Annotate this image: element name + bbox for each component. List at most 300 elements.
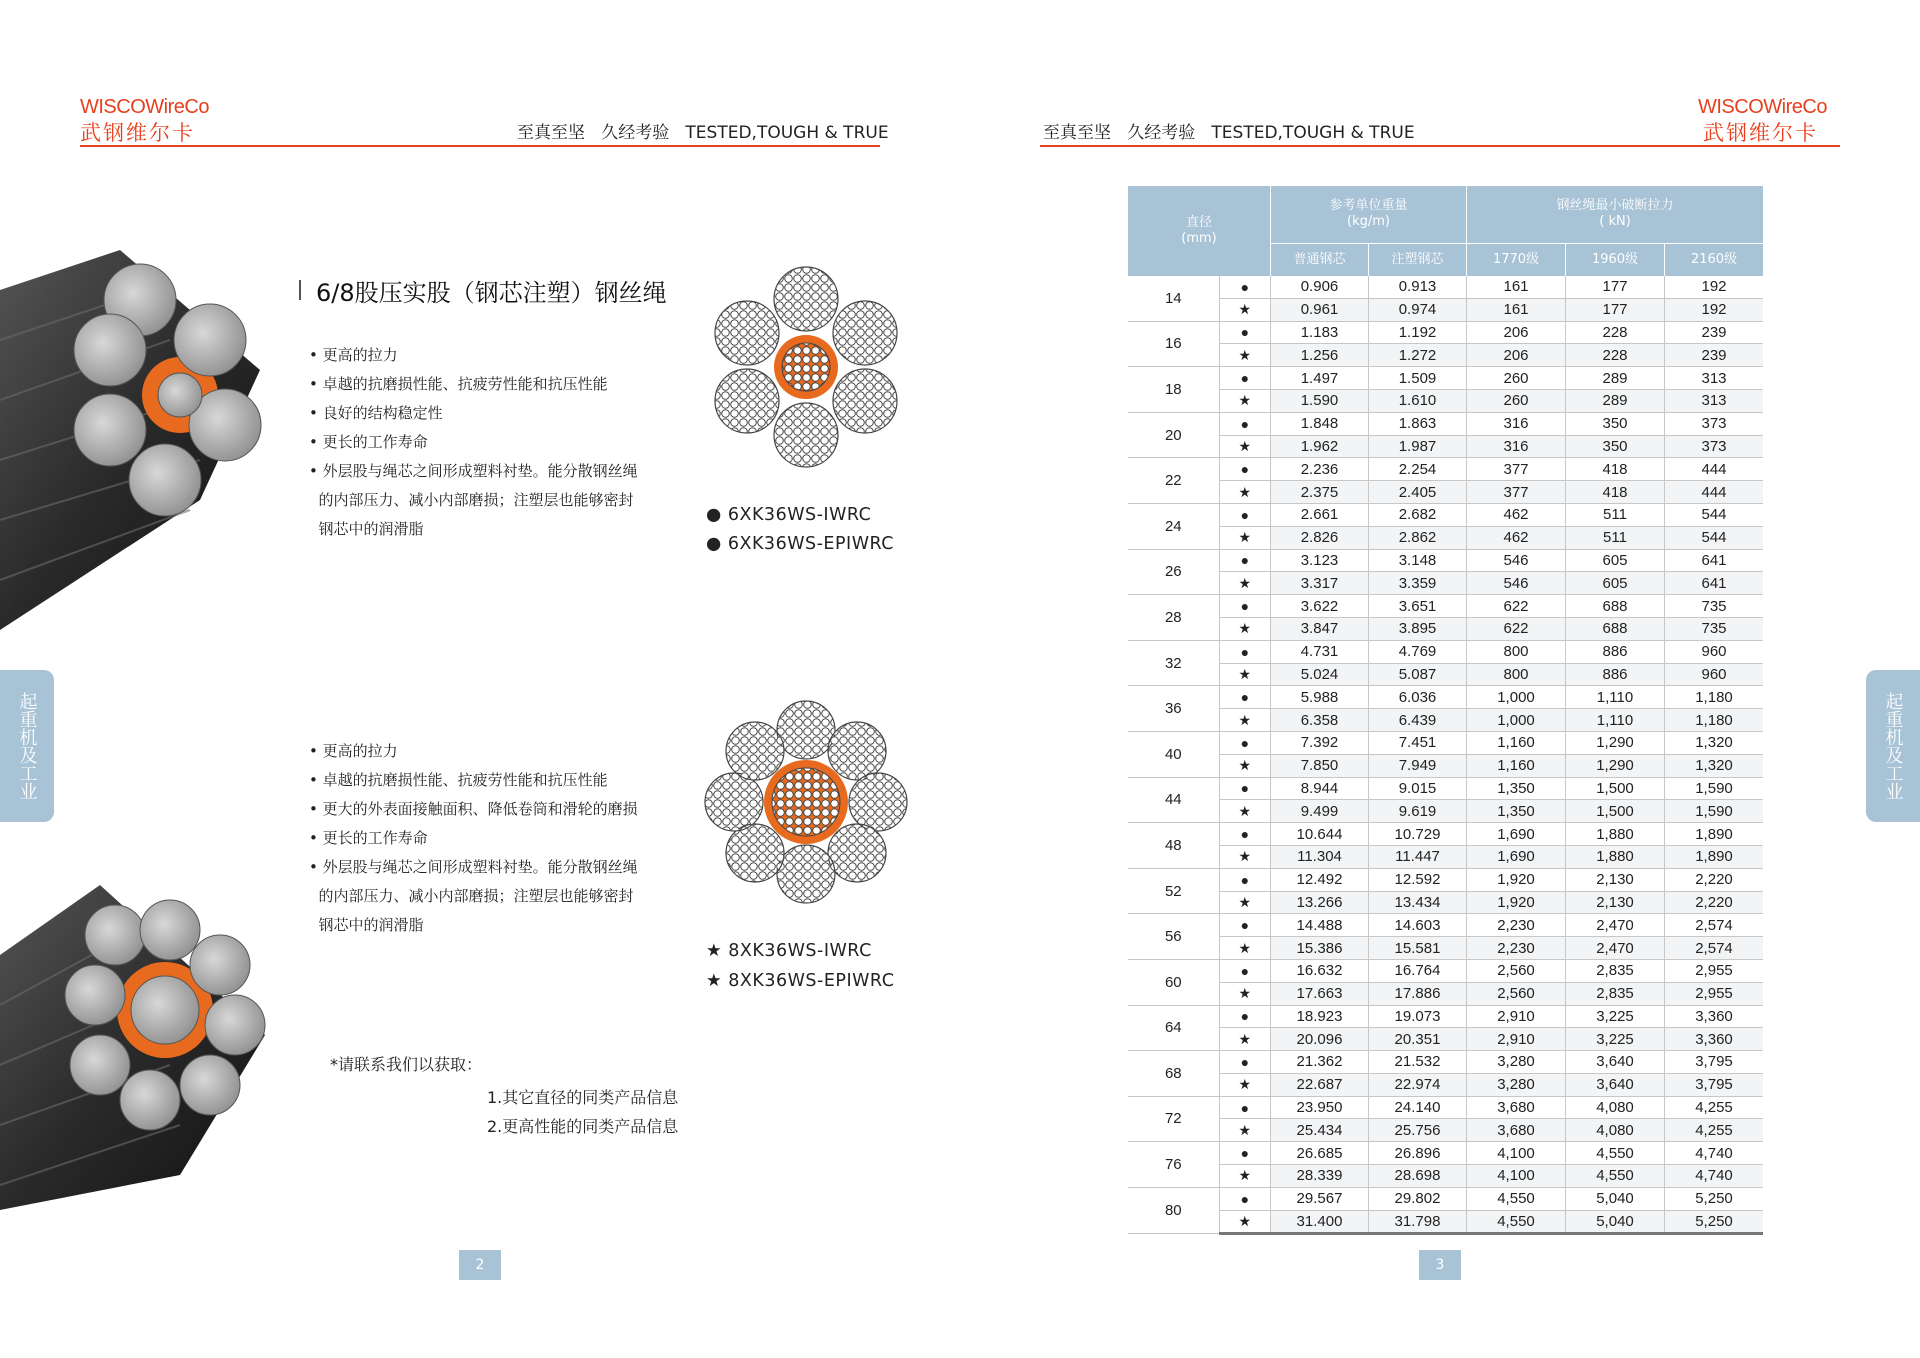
table-row	[1128, 1142, 1763, 1165]
page-title: 6/8股压实股（钢芯注塑）钢丝绳	[316, 279, 667, 307]
table-row	[1128, 367, 1763, 390]
core-type-symbol: ●	[1219, 1051, 1270, 1074]
table-cell: 25.434	[1271, 1119, 1369, 1142]
table-cell: 2.375	[1271, 481, 1369, 504]
table-cell: 192	[1665, 298, 1764, 321]
table-cell: 313	[1665, 389, 1764, 412]
table-row	[1128, 458, 1763, 481]
table-cell: 544	[1665, 526, 1764, 549]
core-type-symbol: ★	[1219, 754, 1270, 777]
table-cell: 3,680	[1467, 1096, 1566, 1119]
table-cell: 1.962	[1271, 435, 1369, 458]
table-cell: 1,880	[1566, 823, 1665, 846]
feature-item: • 更大的外表面接触面积、降低卷筒和滑轮的磨损	[309, 800, 638, 818]
table-cell: 2,230	[1467, 937, 1566, 960]
table-cell: 641	[1665, 572, 1764, 595]
table-cell: 418	[1566, 481, 1665, 504]
feature-item: 钢芯中的润滑脂	[309, 520, 424, 538]
feature-item: • 卓越的抗磨损性能、抗疲劳性能和抗压性能	[309, 375, 608, 393]
table-cell: 1,290	[1566, 754, 1665, 777]
table-cell: 4,550	[1566, 1142, 1665, 1165]
table-cell: 8.944	[1271, 777, 1369, 800]
table-cell: 9.619	[1369, 800, 1467, 823]
core-type-symbol: ★	[1219, 526, 1270, 549]
table-row	[1128, 1119, 1763, 1142]
table-row	[1128, 1051, 1763, 1074]
core-type-symbol: ●	[1219, 1005, 1270, 1028]
table-cell: 11.304	[1271, 845, 1369, 868]
table-cell: 2.682	[1369, 503, 1467, 526]
table-cell: 316	[1467, 435, 1566, 458]
page-number-left: 2	[459, 1250, 501, 1280]
table-cell: 350	[1566, 412, 1665, 435]
table-cell: 546	[1467, 549, 1566, 572]
table-cell: 1.863	[1369, 412, 1467, 435]
table-cell: 350	[1566, 435, 1665, 458]
table-cell: 21.532	[1369, 1051, 1467, 1074]
table-cell: 3,225	[1566, 1005, 1665, 1028]
table-cell: 14.603	[1369, 914, 1467, 937]
spec-table	[1128, 186, 1763, 1235]
table-row	[1128, 1096, 1763, 1119]
core-type-symbol: ●	[1219, 458, 1270, 481]
table-cell: 289	[1566, 367, 1665, 390]
table-cell: 4,255	[1665, 1096, 1764, 1119]
table-cell: 31.400	[1271, 1210, 1369, 1234]
core-type-symbol: ★	[1219, 937, 1270, 960]
core-type-symbol: ●	[1219, 503, 1270, 526]
table-cell: 29.567	[1271, 1187, 1369, 1210]
contact-item: 1.其它直径的同类产品信息	[487, 1088, 679, 1107]
table-cell: 373	[1665, 412, 1764, 435]
table-cell: 7.949	[1369, 754, 1467, 777]
core-type-symbol: ●	[1219, 777, 1270, 800]
table-cell: 2,470	[1566, 914, 1665, 937]
diameter-cell: 56	[1128, 914, 1219, 960]
core-type-symbol: ★	[1219, 572, 1270, 595]
table-cell: 0.961	[1271, 298, 1369, 321]
table-cell: 192	[1665, 276, 1764, 298]
core-type-symbol: ★	[1219, 1028, 1270, 1051]
table-cell: 1,350	[1467, 777, 1566, 800]
feature-item: 钢芯中的润滑脂	[309, 916, 424, 934]
brand-logo-cn-right: 武钢维尔卡	[1703, 121, 1818, 145]
core-type-symbol: ★	[1219, 800, 1270, 823]
diameter-cell: 40	[1128, 731, 1219, 777]
table-row	[1128, 1210, 1763, 1234]
diameter-cell: 64	[1128, 1005, 1219, 1051]
table-cell: 2.254	[1369, 458, 1467, 481]
table-row	[1128, 845, 1763, 868]
table-row	[1128, 572, 1763, 595]
table-cell: 206	[1467, 344, 1566, 367]
table-cell: 1,320	[1665, 754, 1764, 777]
col-header-grade-1960: 1960级	[1566, 243, 1665, 276]
table-cell: 2,835	[1566, 982, 1665, 1005]
table-cell: 2.405	[1369, 481, 1467, 504]
diameter-cell: 28	[1128, 595, 1219, 641]
table-cell: 688	[1566, 595, 1665, 618]
table-cell: 1,000	[1467, 686, 1566, 709]
feature-item: 的内部压力、减小内部磨损；注塑层也能够密封	[309, 887, 634, 905]
table-cell: 1,180	[1665, 709, 1764, 732]
table-cell: 5,250	[1665, 1187, 1764, 1210]
core-type-symbol: ★	[1219, 1210, 1270, 1234]
core-type-symbol: ★	[1219, 344, 1270, 367]
table-cell: 3.148	[1369, 549, 1467, 572]
diameter-cell: 52	[1128, 868, 1219, 914]
diameter-cell: 24	[1128, 503, 1219, 549]
table-cell: 3,280	[1467, 1051, 1566, 1074]
core-type-symbol: ★	[1219, 298, 1270, 321]
table-cell: 13.266	[1271, 891, 1369, 914]
col-header-weight-plastic: 注塑钢芯	[1369, 243, 1467, 276]
table-cell: 4,550	[1467, 1187, 1566, 1210]
table-row	[1128, 321, 1763, 344]
table-cell: 10.729	[1369, 823, 1467, 846]
table-cell: 1,290	[1566, 731, 1665, 754]
table-cell: 177	[1566, 298, 1665, 321]
table-cell: 13.434	[1369, 891, 1467, 914]
table-row	[1128, 344, 1763, 367]
table-cell: 239	[1665, 321, 1764, 344]
table-cell: 2,835	[1566, 959, 1665, 982]
table-row	[1128, 503, 1763, 526]
table-cell: 3,225	[1566, 1028, 1665, 1051]
table-cell: 622	[1467, 595, 1566, 618]
table-cell: 4,080	[1566, 1119, 1665, 1142]
table-cell: 1,500	[1566, 800, 1665, 823]
table-cell: 2,220	[1665, 868, 1764, 891]
table-cell: 462	[1467, 526, 1566, 549]
table-row	[1128, 595, 1763, 618]
table-cell: 5.988	[1271, 686, 1369, 709]
table-cell: 4,080	[1566, 1096, 1665, 1119]
col-header-weight-standard: 普通钢芯	[1271, 243, 1369, 276]
table-cell: 1.610	[1369, 389, 1467, 412]
table-cell: 1,890	[1665, 845, 1764, 868]
table-cell: 5,250	[1665, 1210, 1764, 1234]
table-cell: 1,000	[1467, 709, 1566, 732]
table-cell: 2,910	[1467, 1005, 1566, 1028]
cross-section-6-strand	[712, 265, 900, 470]
core-type-symbol: ★	[1219, 481, 1270, 504]
table-cell: 7.850	[1271, 754, 1369, 777]
table-cell: 12.492	[1271, 868, 1369, 891]
table-cell: 2,130	[1566, 891, 1665, 914]
title-accent-bar	[299, 280, 301, 300]
diameter-cell: 44	[1128, 777, 1219, 823]
table-cell: 2,955	[1665, 959, 1764, 982]
diameter-cell: 14	[1128, 276, 1219, 321]
table-cell: 960	[1665, 663, 1764, 686]
table-cell: 4,740	[1665, 1142, 1764, 1165]
table-cell: 418	[1566, 458, 1665, 481]
diameter-cell: 22	[1128, 458, 1219, 504]
table-cell: 260	[1467, 367, 1566, 390]
feature-item: • 外层股与绳芯之间形成塑料衬垫。能分散钢丝绳	[309, 462, 638, 480]
table-cell: 3,280	[1467, 1073, 1566, 1096]
model-6xk36ws-iwrc: ● 6XK36WS-IWRC	[706, 505, 872, 525]
table-cell: 4,550	[1566, 1165, 1665, 1188]
table-cell: 9.499	[1271, 800, 1369, 823]
table-cell: 3.895	[1369, 617, 1467, 640]
table-cell: 2,910	[1467, 1028, 1566, 1051]
table-cell: 1,590	[1665, 800, 1764, 823]
table-cell: 1,180	[1665, 686, 1764, 709]
table-cell: 15.581	[1369, 937, 1467, 960]
feature-item: • 外层股与绳芯之间形成塑料衬垫。能分散钢丝绳	[309, 858, 638, 876]
table-row	[1128, 731, 1763, 754]
feature-item: • 更高的拉力	[309, 742, 398, 760]
table-cell: 29.802	[1369, 1187, 1467, 1210]
table-cell: 3.123	[1271, 549, 1369, 572]
table-cell: 1,920	[1467, 891, 1566, 914]
header-slogan-right: 至真至坚 久经考验 TESTED,TOUGH & TRUE	[1043, 123, 1415, 143]
table-cell: 3,640	[1566, 1051, 1665, 1074]
table-cell: 18.923	[1271, 1005, 1369, 1028]
table-cell: 16.764	[1369, 959, 1467, 982]
table-row	[1128, 617, 1763, 640]
table-cell: 377	[1467, 458, 1566, 481]
table-cell: 3.651	[1369, 595, 1467, 618]
core-type-symbol: ★	[1219, 663, 1270, 686]
table-cell: 377	[1467, 481, 1566, 504]
diameter-cell: 20	[1128, 412, 1219, 458]
table-cell: 3,360	[1665, 1005, 1764, 1028]
core-type-symbol: ●	[1219, 823, 1270, 846]
table-cell: 3.847	[1271, 617, 1369, 640]
core-type-symbol: ★	[1219, 1073, 1270, 1096]
table-cell: 5.024	[1271, 663, 1369, 686]
table-cell: 3.359	[1369, 572, 1467, 595]
table-row	[1128, 526, 1763, 549]
table-cell: 161	[1467, 276, 1566, 298]
table-row	[1128, 1073, 1763, 1096]
table-cell: 544	[1665, 503, 1764, 526]
rope-photo-6-strand	[0, 250, 270, 630]
table-cell: 2.661	[1271, 503, 1369, 526]
table-cell: 1,920	[1467, 868, 1566, 891]
table-cell: 886	[1566, 640, 1665, 663]
table-cell: 20.096	[1271, 1028, 1369, 1051]
table-cell: 12.592	[1369, 868, 1467, 891]
table-cell: 1,890	[1665, 823, 1764, 846]
table-cell: 960	[1665, 640, 1764, 663]
table-cell: 177	[1566, 276, 1665, 298]
features-list-8-strand	[309, 737, 638, 940]
table-cell: 1.192	[1369, 321, 1467, 344]
table-cell: 2.826	[1271, 526, 1369, 549]
table-row	[1128, 777, 1763, 800]
table-cell: 17.663	[1271, 982, 1369, 1005]
feature-item: • 良好的结构稳定性	[309, 404, 443, 422]
table-row	[1128, 435, 1763, 458]
table-cell: 1.256	[1271, 344, 1369, 367]
table-cell: 605	[1566, 572, 1665, 595]
core-type-symbol: ●	[1219, 321, 1270, 344]
feature-item: 的内部压力、减小内部磨损；注塑层也能够密封	[309, 491, 634, 509]
header-rule-right	[1040, 145, 1840, 147]
table-row	[1128, 709, 1763, 732]
table-row	[1128, 800, 1763, 823]
table-cell: 6.358	[1271, 709, 1369, 732]
table-cell: 7.392	[1271, 731, 1369, 754]
table-cell: 289	[1566, 389, 1665, 412]
table-row	[1128, 276, 1763, 298]
table-cell: 26.685	[1271, 1142, 1369, 1165]
col-header-grade-2160: 2160级	[1665, 243, 1764, 276]
table-cell: 1,880	[1566, 845, 1665, 868]
table-cell: 31.798	[1369, 1210, 1467, 1234]
table-cell: 316	[1467, 412, 1566, 435]
diameter-cell: 18	[1128, 367, 1219, 413]
table-cell: 1,110	[1566, 709, 1665, 732]
table-row	[1128, 481, 1763, 504]
diameter-cell: 72	[1128, 1096, 1219, 1142]
table-cell: 373	[1665, 435, 1764, 458]
page-number-right: 3	[1419, 1250, 1461, 1280]
table-cell: 3,360	[1665, 1028, 1764, 1051]
table-cell: 1.509	[1369, 367, 1467, 390]
table-cell: 4,255	[1665, 1119, 1764, 1142]
table-cell: 26.896	[1369, 1142, 1467, 1165]
diameter-cell: 36	[1128, 686, 1219, 732]
core-type-symbol: ●	[1219, 640, 1270, 663]
core-type-symbol: ●	[1219, 595, 1270, 618]
table-cell: 5.087	[1369, 663, 1467, 686]
table-cell: 1.848	[1271, 412, 1369, 435]
table-cell: 228	[1566, 344, 1665, 367]
rope-photo-8-strand	[0, 885, 270, 1210]
model-6xk36ws-epiwrc: ● 6XK36WS-EPIWRC	[706, 534, 895, 554]
core-type-symbol: ★	[1219, 389, 1270, 412]
side-tab-right[interactable]: 起重机及工业	[1866, 670, 1920, 822]
table-cell: 2,130	[1566, 868, 1665, 891]
table-row	[1128, 298, 1763, 321]
table-cell: 5,040	[1566, 1187, 1665, 1210]
contact-item: 2.更高性能的同类产品信息	[487, 1117, 679, 1136]
core-type-symbol: ★	[1219, 1165, 1270, 1188]
table-cell: 2,574	[1665, 914, 1764, 937]
table-cell: 2,955	[1665, 982, 1764, 1005]
table-cell: 2,220	[1665, 891, 1764, 914]
table-row	[1128, 1028, 1763, 1051]
model-8xk36ws-epiwrc: ★ 8XK36WS-EPIWRC	[706, 971, 895, 991]
table-cell: 24.140	[1369, 1096, 1467, 1119]
core-type-symbol: ★	[1219, 1119, 1270, 1142]
table-cell: 1,320	[1665, 731, 1764, 754]
table-row	[1128, 663, 1763, 686]
table-cell: 1,110	[1566, 686, 1665, 709]
col-header-grade-1770: 1770级	[1467, 243, 1566, 276]
feature-item: • 更长的工作寿命	[309, 433, 428, 451]
table-cell: 4,100	[1467, 1142, 1566, 1165]
table-cell: 1,500	[1566, 777, 1665, 800]
core-type-symbol: ●	[1219, 1142, 1270, 1165]
table-cell: 3.622	[1271, 595, 1369, 618]
core-type-symbol: ●	[1219, 276, 1270, 298]
table-cell: 1.272	[1369, 344, 1467, 367]
table-cell: 1.987	[1369, 435, 1467, 458]
table-cell: 641	[1665, 549, 1764, 572]
table-cell: 1.497	[1271, 367, 1369, 390]
table-cell: 800	[1467, 663, 1566, 686]
features-list-6-strand	[309, 341, 638, 544]
core-type-symbol: ●	[1219, 868, 1270, 891]
table-cell: 10.644	[1271, 823, 1369, 846]
table-cell: 2,470	[1566, 937, 1665, 960]
table-row	[1128, 982, 1763, 1005]
header-rule-left	[80, 145, 880, 147]
table-cell: 2,560	[1467, 982, 1566, 1005]
table-row	[1128, 640, 1763, 663]
table-cell: 800	[1467, 640, 1566, 663]
table-cell: 735	[1665, 617, 1764, 640]
diameter-cell: 60	[1128, 959, 1219, 1005]
table-row	[1128, 937, 1763, 960]
table-cell: 735	[1665, 595, 1764, 618]
core-type-symbol: ●	[1219, 731, 1270, 754]
cross-section-8-strand	[704, 700, 908, 904]
table-cell: 0.974	[1369, 298, 1467, 321]
table-cell: 2,230	[1467, 914, 1566, 937]
table-cell: 3,795	[1665, 1051, 1764, 1074]
table-cell: 1,350	[1467, 800, 1566, 823]
core-type-symbol: ●	[1219, 549, 1270, 572]
header-slogan-left: 至真至坚 久经考验 TESTED,TOUGH & TRUE	[517, 123, 889, 143]
side-tab-left[interactable]: 起重机及工业	[0, 670, 54, 822]
table-cell: 6.439	[1369, 709, 1467, 732]
table-cell: 4.769	[1369, 640, 1467, 663]
diameter-cell: 32	[1128, 640, 1219, 686]
table-cell: 2,560	[1467, 959, 1566, 982]
table-cell: 0.913	[1369, 276, 1467, 298]
core-type-symbol: ●	[1219, 1187, 1270, 1210]
table-cell: 6.036	[1369, 686, 1467, 709]
table-cell: 16.632	[1271, 959, 1369, 982]
table-cell: 511	[1566, 503, 1665, 526]
table-cell: 239	[1665, 344, 1764, 367]
diameter-cell: 26	[1128, 549, 1219, 595]
table-cell: 2,574	[1665, 937, 1764, 960]
diameter-cell: 68	[1128, 1051, 1219, 1097]
core-type-symbol: ★	[1219, 435, 1270, 458]
table-row	[1128, 754, 1763, 777]
table-cell: 206	[1467, 321, 1566, 344]
table-row	[1128, 1165, 1763, 1188]
table-cell: 313	[1665, 367, 1764, 390]
table-cell: 4,740	[1665, 1165, 1764, 1188]
table-cell: 28.698	[1369, 1165, 1467, 1188]
col-header-diameter: 直径 (mm)	[1128, 186, 1271, 276]
table-cell: 1.183	[1271, 321, 1369, 344]
table-cell: 1,160	[1467, 731, 1566, 754]
table-row	[1128, 914, 1763, 937]
brand-logo-en-right: WISCOWireCo	[1698, 96, 1827, 118]
diameter-cell: 48	[1128, 823, 1219, 869]
table-cell: 28.339	[1271, 1165, 1369, 1188]
table-cell: 21.362	[1271, 1051, 1369, 1074]
table-cell: 622	[1467, 617, 1566, 640]
table-cell: 1,690	[1467, 845, 1566, 868]
diameter-cell: 76	[1128, 1142, 1219, 1188]
contact-heading: *请联系我们以获取：	[330, 1055, 483, 1074]
table-cell: 14.488	[1271, 914, 1369, 937]
table-cell: 462	[1467, 503, 1566, 526]
table-row	[1128, 1005, 1763, 1028]
table-cell: 22.687	[1271, 1073, 1369, 1096]
